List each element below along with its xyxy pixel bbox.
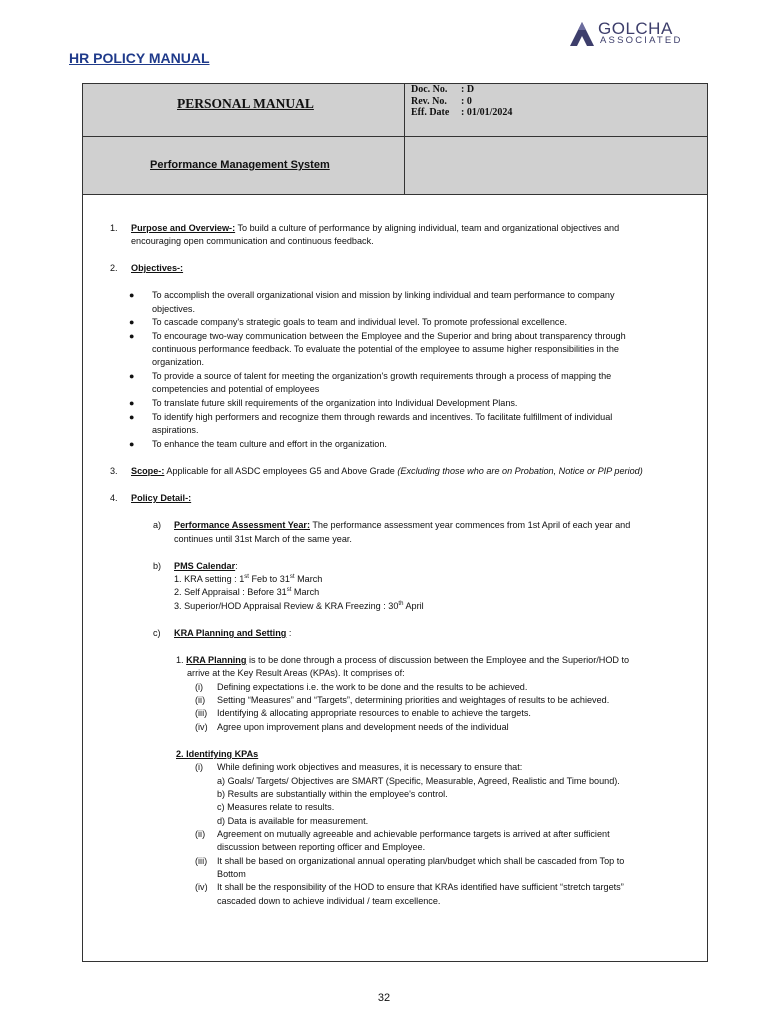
- sub-item: b) Results are substantially within the employee's control.: [217, 789, 448, 799]
- list-item: Bottom: [217, 869, 246, 879]
- sub-item: a) Goals/ Targets/ Objectives are SMART (Specific, Measurable, Agreed, Realistic and Time bound).: [217, 776, 620, 786]
- calendar-item: [174, 573, 322, 586]
- bullet-icon: ●: [129, 331, 135, 341]
- section-scope: [131, 465, 706, 478]
- list-item: discussion between reporting officer and Employee.: [217, 842, 426, 852]
- section-number: 4.: [110, 493, 118, 503]
- roman-numeral: (iii): [195, 708, 208, 718]
- section-number: 3.: [110, 466, 118, 476]
- kra-planning: [176, 654, 704, 667]
- bullet-text: competencies and potential of employees: [152, 384, 320, 394]
- paragraph-line: To build a culture of performance by aligning individual, team and organizational objectives and: [235, 223, 620, 233]
- calendar-text: Feb to 31: [248, 574, 290, 584]
- paragraph-text: Applicable for all ASDC employees G5 and Above Grade: [164, 466, 398, 476]
- item-label: Performance Assessment Year:: [174, 520, 310, 530]
- list-item: cascaded down to achieve individual / team excellence.: [217, 896, 441, 906]
- list-item: Defining expectations i.e. the work to be done and the results to be achieved.: [217, 682, 528, 692]
- doc-title: PERSONAL MANUAL: [177, 96, 314, 111]
- bullet-text: aspirations.: [152, 425, 199, 435]
- section-label: Purpose and Overview-:: [131, 223, 236, 233]
- logo-subtitle: ASSOCIATED: [600, 35, 683, 46]
- calendar-text: April: [403, 601, 424, 611]
- calendar-text: March: [294, 574, 323, 584]
- identifying-kpas-label: 2. Identifying KPAs: [176, 749, 259, 759]
- doc-meta: [411, 84, 512, 119]
- ordinal-suffix: st: [289, 573, 295, 580]
- doc-no-value: : D: [461, 84, 475, 95]
- rev-no-value: : 0: [461, 95, 472, 107]
- roman-numeral: (iv): [195, 722, 208, 732]
- paragraph-italic: (Excluding those who are on Probation, Notice or PIP period): [397, 466, 643, 476]
- manual-heading: HR POLICY MANUAL: [69, 50, 210, 66]
- bullet-icon: ●: [129, 371, 135, 381]
- section-number: 2.: [110, 263, 118, 273]
- item-letter: c): [153, 628, 161, 638]
- bullet-text: To accomplish the overall organizational vision and mission by linking individual and team performance to company: [152, 290, 615, 300]
- sub-item: c) Measures relate to results.: [217, 802, 335, 812]
- bullet-icon: ●: [129, 412, 135, 422]
- section-label: Objectives-:: [131, 263, 184, 273]
- list-item: It shall be the responsibility of the HOD to ensure that KRAs identified have sufficient “stretch targets”: [217, 882, 624, 892]
- bullet-text: To identify high performers and recognize them through rewards and incentives. To facilitate fulfillment of individual: [152, 412, 613, 422]
- calendar-item: [174, 586, 319, 599]
- list-item: Setting “Measures” and “Targets”, determining priorities and weightages of results to be achieved.: [217, 695, 610, 705]
- bullet-text: To encourage two-way communication between the Employee and the Superior and bring about transparency through: [152, 331, 626, 341]
- bullet-text: To enhance the team culture and effort in the organization.: [152, 439, 387, 449]
- roman-numeral: (ii): [195, 829, 206, 839]
- ordinal-suffix: st: [244, 573, 249, 580]
- section-purpose: [131, 222, 701, 235]
- roman-numeral: (iii): [195, 856, 208, 866]
- doc-no-label: Doc. No.: [411, 84, 448, 95]
- paragraph-line: The performance assessment year commences from 1st April of each year and: [309, 520, 631, 530]
- item-colon: :: [235, 561, 238, 571]
- calendar-text: 2. Self Appraisal : Before 31: [174, 587, 287, 597]
- roman-numeral: (i): [195, 682, 204, 692]
- roman-numeral: (i): [195, 762, 204, 772]
- calendar-item: [174, 600, 424, 613]
- list-item: Identifying & allocating appropriate resources to enable to achieve the targets.: [217, 708, 531, 718]
- section-label: Policy Detail-:: [131, 493, 192, 503]
- item-label: PMS Calendar: [174, 561, 236, 571]
- bullet-icon: ●: [129, 290, 135, 300]
- roman-numeral: (iv): [195, 882, 208, 892]
- paragraph-line: is to be done through a process of discussion between the Employee and the Superior/HOD to: [246, 655, 630, 665]
- roman-numeral: (ii): [195, 695, 206, 705]
- ordinal-suffix: st: [286, 586, 292, 593]
- section-label: Scope-:: [131, 466, 165, 476]
- item-label: KRA Planning and Setting: [174, 628, 287, 638]
- calendar-text: March: [291, 587, 320, 597]
- item-colon: :: [286, 628, 292, 638]
- pms-calendar: [174, 560, 238, 573]
- bullet-icon: ●: [129, 439, 135, 449]
- ordinal-suffix: th: [398, 600, 404, 607]
- kra-planning-setting: [174, 627, 291, 640]
- item-label: KRA Planning: [186, 655, 247, 665]
- section-number: 1.: [110, 223, 118, 233]
- assessment-year: [174, 519, 704, 532]
- eff-date-value: : 01/01/2024: [461, 107, 513, 118]
- calendar-text: 3. Superior/HOD Appraisal Review & KRA Freezing : 30: [174, 601, 399, 611]
- bullet-text: objectives.: [152, 304, 195, 314]
- divider: [404, 84, 405, 194]
- item-letter: b): [153, 561, 162, 571]
- item-number: 1.: [176, 655, 187, 665]
- paragraph-line: arrive at the Key Result Areas (KPAs). It comprises of:: [187, 668, 405, 678]
- list-item: Agreement on mutually agreeable and achievable performance targets is arrived at after sufficient: [217, 829, 610, 839]
- list-item: It shall be based on organizational annual operating plan/budget which shall be cascaded from Top to: [217, 856, 625, 866]
- sub-item: d) Data is available for measurement.: [217, 816, 369, 826]
- doc-header-box: [83, 84, 707, 195]
- bullet-text: continuous performance feedback. To evaluate the potential of the employee to assume higher responsibilities in the: [152, 344, 619, 354]
- document-frame: [82, 83, 708, 962]
- bullet-text: To translate future skill requirements of the organization into Individual Development Plans.: [152, 398, 518, 408]
- page-number: 32: [377, 992, 391, 1004]
- bullet-icon: ●: [129, 398, 135, 408]
- calendar-text: 1. KRA setting : 1: [174, 574, 245, 584]
- paragraph-line: encouraging open communication and continuous feedback.: [131, 236, 374, 246]
- bullet-icon: ●: [129, 317, 135, 327]
- item-letter: a): [153, 520, 162, 530]
- rev-no-label: Rev. No.: [411, 95, 447, 107]
- logo-name: GOLCHA: [598, 19, 673, 38]
- bullet-text: organization.: [152, 357, 205, 367]
- bullet-text: To cascade company's strategic goals to team and individual level. To promote professional excellence.: [152, 317, 568, 327]
- doc-subject: Performance Management System: [150, 159, 330, 171]
- eff-date-label: Eff. Date: [411, 107, 450, 118]
- bullet-text: To provide a source of talent for meeting the organization's growth requirements through a process of mapping the: [152, 371, 612, 381]
- list-item: Agree upon improvement plans and development needs of the individual: [217, 722, 509, 732]
- divider: [83, 136, 707, 137]
- paragraph-line: continues until 31st March of the same year.: [174, 534, 352, 544]
- list-item: While defining work objectives and measures, it is necessary to ensure that:: [217, 762, 523, 772]
